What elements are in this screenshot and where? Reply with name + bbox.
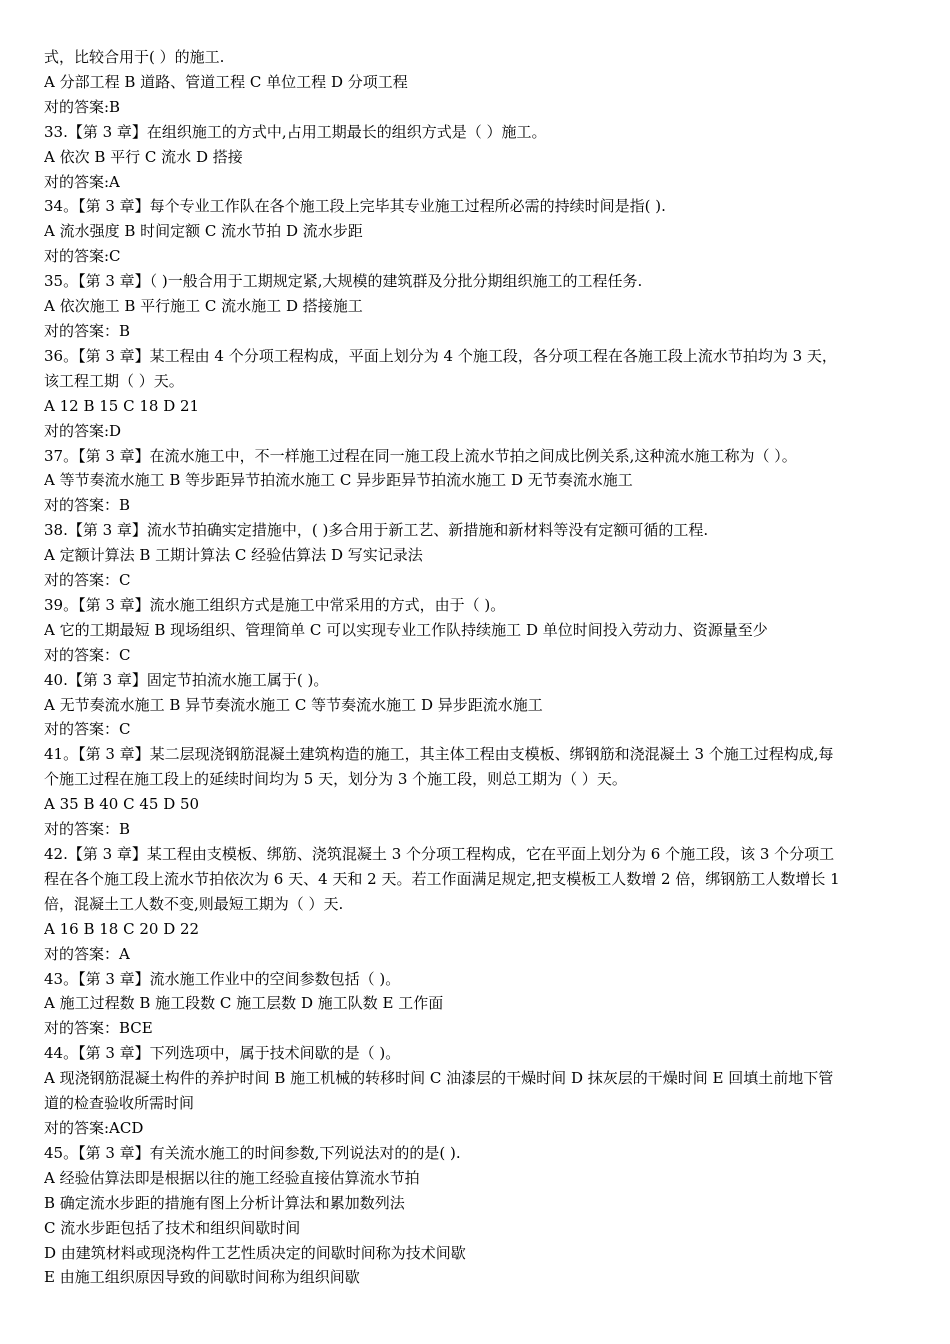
text-line: A 分部工程 B 道路、管道工程 C 单位工程 D 分项工程	[44, 72, 408, 91]
text-line: 45。【第 3 章】有关流水施工的时间参数,下列说法对的的是( ).	[44, 1143, 461, 1162]
text-line: 36。【第 3 章】某工程由 4 个分项工程构成，平面上划分为 4 个施工段，各分项工程在各施工段上流水节拍均为 3 天，	[44, 346, 837, 365]
text-line: A 16 B 18 C 20 D 22	[44, 919, 200, 938]
text-line: A 等节奏流水施工 B 等步距异节拍流水施工 C 异步距异节拍流水施工 D 无节奏流水施工	[44, 471, 633, 490]
text-line: E 由施工组织原因导致的间歇时间称为组织间歇	[44, 1268, 360, 1287]
text-line: 道的检查验收所需时间	[44, 1094, 195, 1113]
text-line: 对的答案:B	[44, 97, 121, 116]
text-line: A 35 B 40 C 45 D 50	[44, 795, 200, 814]
text-line: A 现浇钢筋混凝土构件的养护时间 B 施工机械的转移时间 C 油漆层的干燥时间 D 抹灰层的干燥时间 E 回填土前地下管	[44, 1069, 834, 1088]
text-line: A 依次施工 B 平行施工 C 流水施工 D 搭接施工	[44, 297, 363, 316]
text-line: 式，比较合用于( ）的施工.	[44, 48, 225, 66]
text-line: 对的答案:D	[44, 421, 122, 440]
text-line: 对的答案：B	[44, 820, 131, 839]
text-line: D 由建筑材料或现浇构件工艺性质决定的间歇时间称为技术间歇	[44, 1243, 466, 1262]
text-line: B 确定流水步距的措施有图上分析计算法和累加数列法	[44, 1193, 405, 1212]
text-line: 35。【第 3 章】（ )一般合用于工期规定紧,大规模的建筑群及分批分期组织施工的工程任务.	[44, 272, 643, 291]
text-line: 对的答案：C	[44, 571, 131, 590]
text-line: A 12 B 15 C 18 D 21	[44, 396, 200, 415]
text-line: 42.【第 3 章】某工程由支模板、绑筋、浇筑混凝土 3 个分项工程构成，它在平面上划分为 6 个施工段，该 3 个分项工	[44, 845, 835, 863]
text-line: A 定额计算法 B 工期计算法 C 经验估算法 D 写实记录法	[44, 546, 423, 565]
text-line: 对的答案：B	[44, 496, 131, 515]
text-line: 41。【第 3 章】某二层现浇钢筋混凝土建筑构造的施工，其主体工程由支模板、绑钢筋和浇混凝土 3 个施工过程构成,每	[44, 745, 834, 764]
text-line: 对的答案：A	[44, 944, 130, 963]
text-line: 对的答案:C	[44, 247, 121, 266]
text-line: 对的答案：C	[44, 720, 131, 739]
text-line: A 它的工期最短 B 现场组织、管理简单 C 可以实现专业工作队持续施工 D 单位时间投入劳动力、资源量至少	[44, 620, 768, 639]
text-line: 个施工过程在施工段上的延续时间均为 5 天，划分为 3 个施工段，则总工期为（ ）天。	[44, 770, 627, 789]
text-line: 39。【第 3 章】流水施工组织方式是施工中常采用的方式，由于（ )。	[44, 595, 506, 614]
text-line: A 经验估算法即是根据以往的施工经验直接估算流水节拍	[44, 1168, 420, 1187]
text-line: 33.【第 3 章】在组织施工的方式中,占用工期最长的组织方式是（ ）施工。	[44, 122, 547, 141]
text-line: 对的答案:A	[44, 172, 120, 191]
text-line: 38.【第 3 章】流水节拍确实定措施中，( )多合用于新工艺、新措施和新材料等没有定额可循的工程.	[44, 521, 709, 540]
text-line: 对的答案：B	[44, 321, 131, 340]
text-line: 40.【第 3 章】固定节拍流水施工属于( )。	[44, 670, 329, 689]
text-line: 对的答案：BCE	[44, 1019, 153, 1038]
text-line: 倍，混凝土工人数不变,则最短工期为（ ）天.	[44, 894, 344, 913]
text-line: 对的答案：C	[44, 645, 131, 664]
text-line: 44。【第 3 章】下列选项中，属于技术间歇的是（ )。	[44, 1044, 401, 1063]
text-line: 程在各个施工段上流水节拍依次为 6 天、4 天和 2 天。若工作面满足规定,把支模板工人数增 2 倍，绑钢筋工人数增长 1	[44, 869, 840, 888]
document-body	[44, 45, 920, 1290]
text-line: A 流水强度 B 时间定额 C 流水节拍 D 流水步距	[44, 222, 363, 241]
text-line: A 无节奏流水施工 B 异节奏流水施工 C 等节奏流水施工 D 异步距流水施工	[44, 695, 543, 714]
text-line: 该工程工期（ ）天。	[44, 371, 184, 390]
text-line: A 依次 B 平行 C 流水 D 搭接	[44, 147, 243, 166]
text-line: 37。【第 3 章】在流水施工中，不一样施工过程在同一施工段上流水节拍之间成比例关系,这种流水施工称为（ ）。	[44, 446, 797, 465]
text-line: A 施工过程数 B 施工段数 C 施工层数 D 施工队数 E 工作面	[44, 994, 444, 1013]
text-line: 对的答案:ACD	[44, 1118, 144, 1137]
text-line: 43。【第 3 章】流水施工作业中的空间参数包括（ )。	[44, 969, 401, 988]
text-line: 34。【第 3 章】每个专业工作队在各个施工段上完毕其专业施工过程所必需的持续时间是指( ).	[44, 197, 666, 216]
text-line: C 流水步距包括了技术和组织间歇时间	[44, 1218, 301, 1237]
